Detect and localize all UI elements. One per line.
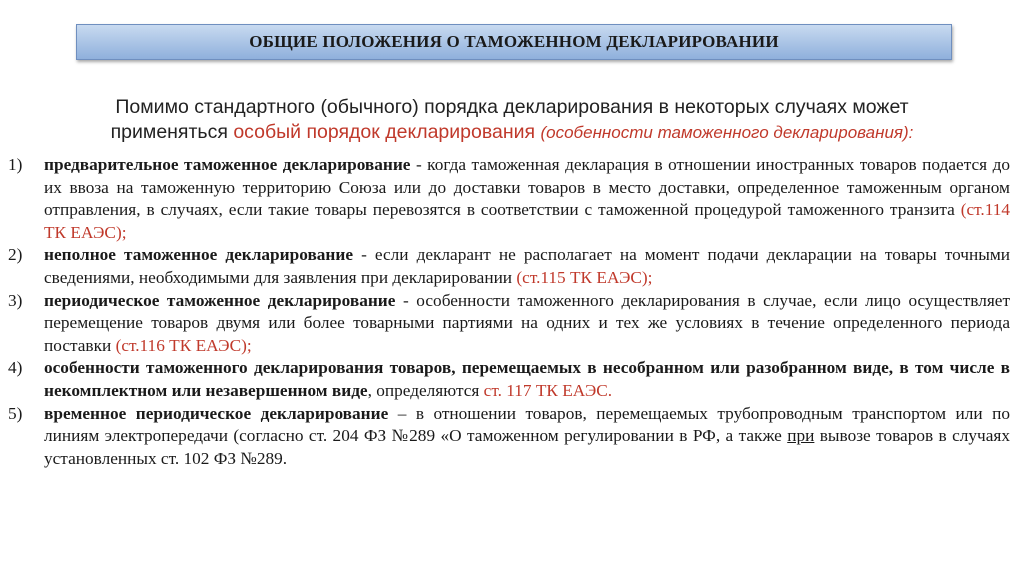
list-item-text: , определяются [367,380,484,400]
page-title: ОБЩИЕ ПОЛОЖЕНИЯ О ТАМОЖЕННОМ ДЕКЛАРИРОВАНИИ [249,32,779,51]
list-item-number: 1) [8,155,23,174]
list-item [4,357,1010,402]
intro-line-1: Помимо стандартного (обычного) порядка декларирования в некоторых случаях может [115,96,909,118]
list-item-number: 2) [8,245,23,265]
list-item [4,403,1010,471]
list-item-term: периодическое таможенное декларирование [44,290,396,310]
intro-highlight: особый порядок декларирования [233,121,536,143]
list-item [4,154,1010,244]
list-item-text: - когда таможенная декларация в отношении иностранных товаров подается до их ввоза на таможенную территорию Союза или до доставки товаров в место доставки, определенное таможенным органом отправления, в случаях, если такие товары перевозятся в соответствии с таможенной процедурой таможенного транзита [44,155,1011,220]
list-item-reference: (ст.116 ТК ЕАЭС); [115,335,252,355]
intro-line-2 [0,120,1024,145]
list-item-text-end: вывозе товаров в случаях установленных ст. 102 ФЗ №289. [44,426,1010,468]
list-item-term: временное периодическое декларирование [44,403,389,423]
list-item-text: – в отношении товаров, перемещаемых трубопроводным транспортом или по линиям электропередачи (согласно ст. 204 ФЗ №289 «О таможенном регулировании в РФ, а также [44,403,1011,446]
list-item-term: особенности таможенного декларирования товаров, перемещаемых в несобранном или разобранном виде, в том числе в некомплектном или незавершенном виде [44,358,1010,400]
intro-line-2-plain: применяться [110,121,234,143]
title-banner [76,24,952,60]
list-item-reference: (ст.115 ТК ЕАЭС); [516,267,653,287]
list-item-number: 5) [8,403,23,423]
list-item-text: - если декларант не располагает на момент подачи декларации на товары точными сведениями, необходимыми для заявления при декларировании [44,245,1010,287]
list-item-reference: ст. 117 ТК ЕАЭС. [483,380,613,400]
list-item-text: - особенности таможенного декларирования в случае, если лицо осуществляет перемещение товаров двумя или более товарными партиями на одних и тех же условиях в течение определенного периода поставки [44,290,1010,355]
intro-italic-note: (особенности таможенного декларирования): [540,123,914,142]
list-item [4,290,1010,358]
list-item-underlined-word: при [787,426,815,446]
list-item [4,244,1010,289]
list-item-term: предварительное таможенное декларирование [44,155,411,174]
list-item-number: 3) [8,290,23,310]
declaration-types-list [4,154,1010,470]
list-item-term: неполное таможенное декларирование [44,245,354,265]
list-item-reference: (ст.114 ТК ЕАЭС); [44,200,1010,242]
list-item-number: 4) [8,358,23,378]
intro-paragraph [0,95,1024,145]
